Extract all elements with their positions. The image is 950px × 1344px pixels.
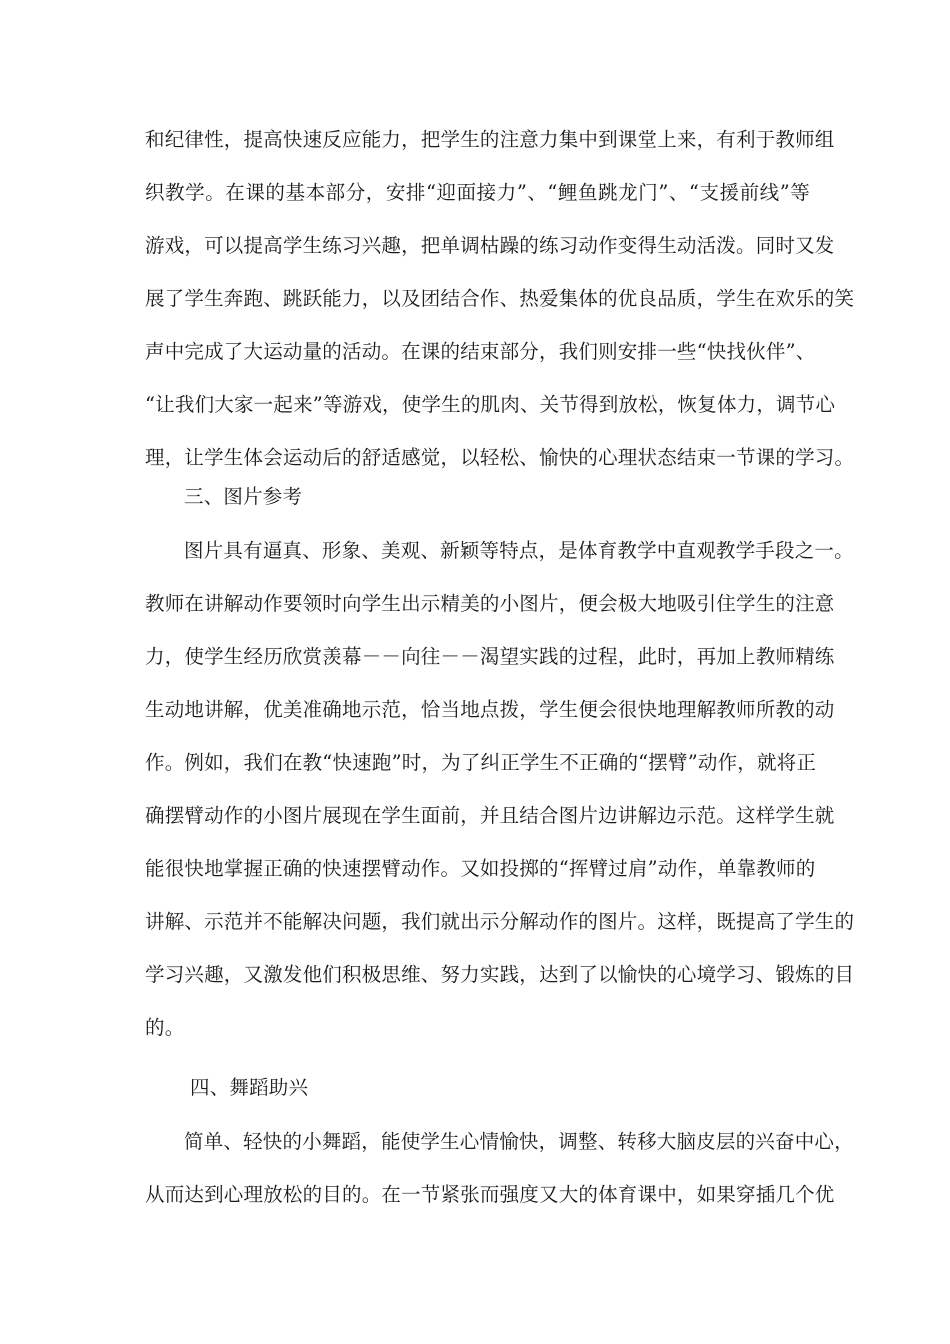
paragraph-line: 图片具有逼真、形象、美观、新颖等特点，是体育教学中直观教学手段之一。 — [184, 539, 854, 562]
paragraph-line: 力，使学生经历欣赏羡幕－－向往－－渴望实践的过程，此时，再加上教师精练 — [145, 645, 835, 668]
paragraph-line: 讲解、示范并不能解决问题，我们就出示分解动作的图片。这样，既提高了学生的 — [145, 910, 855, 933]
paragraph-line: 声中完成了大运动量的活动。在课的结束部分，我们则安排一些“快找伙伴”、 — [145, 340, 816, 363]
paragraph-line: 作。例如，我们在教“快速跑”时，为了纠正学生不正确的“摆臂”动作，就将正 — [145, 751, 817, 774]
paragraph-line: 能很快地掌握正确的快速摆臂动作。又如投掷的“挥臂过肩”动作，单靠教师的 — [145, 857, 816, 880]
paragraph-line: 确摆臂动作的小图片展现在学生面前，并且结合图片边讲解边示范。这样学生就 — [145, 804, 835, 827]
paragraph-line: 学习兴趣，又激发他们积极思维、努力实践，达到了以愉快的心境学习、锻炼的目 — [145, 963, 855, 986]
section-heading-dance: 四、舞蹈助兴 — [190, 1076, 309, 1099]
paragraph-line: 理，让学生体会运动后的舒适感觉，以轻松、愉快的心理状态结束一节课的学习。 — [145, 446, 855, 469]
paragraph-line: 展了学生奔跑、跳跃能力，以及团结合作、热爱集体的优良品质，学生在欢乐的笑 — [145, 287, 855, 310]
paragraph-line: 游戏，可以提高学生练习兴趣，把单调枯躁的练习动作变得生动活泼。同时又发 — [145, 234, 835, 257]
paragraph-line: 生动地讲解，优美准确地示范，恰当地点拨，学生便会很快地理解教师所教的动 — [145, 698, 835, 721]
paragraph-line: 简单、轻快的小舞蹈，能使学生心情愉快，调整、转移大脑皮层的兴奋中心， — [184, 1130, 854, 1153]
paragraph-line: 从而达到心理放松的目的。在一节紧张而强度又大的体育课中，如果穿插几个优 — [145, 1183, 835, 1206]
paragraph-line: 教师在讲解动作要领时向学生出示精美的小图片，便会极大地吸引住学生的注意 — [145, 592, 835, 615]
paragraph-line: “让我们大家一起来”等游戏，使学生的肌肉、关节得到放松，恢复体力，调节心 — [145, 393, 836, 416]
paragraph-line: 织教学。在课的基本部分，安排“迎面接力”、“鲤鱼跳龙门”、“支援前线”等 — [145, 181, 810, 204]
paragraph-line: 和纪律性，提高快速反应能力，把学生的注意力集中到课堂上来，有利于教师组 — [145, 128, 835, 151]
paragraph-line: 的。 — [145, 1016, 185, 1039]
section-heading-pictures: 三、图片参考 — [184, 485, 303, 508]
